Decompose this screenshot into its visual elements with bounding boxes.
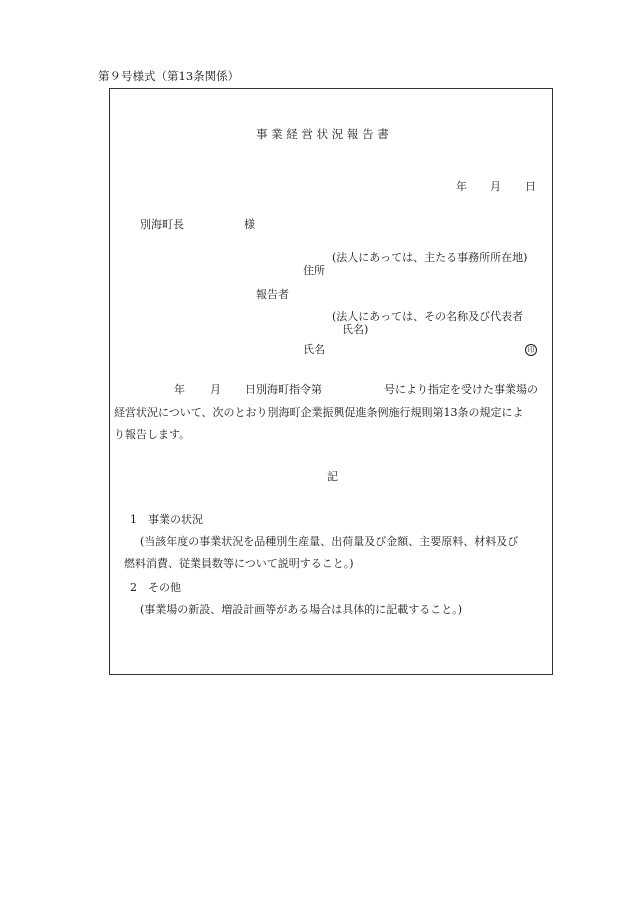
- ki-heading: 記: [327, 470, 338, 483]
- item-1-note-line2: 燃料消費、従業員数等について説明すること。): [124, 557, 354, 570]
- seal-mark: 印: [525, 344, 537, 356]
- item-1-note-line1: (当該年度の事業状況を品種別生産量、出荷量及び金額、主要原料、材料及び: [140, 535, 519, 548]
- body-line-2: 経営状況について、次のとおり別海町企業振興促進条例施行規則第13条の規定によ: [114, 406, 524, 419]
- body-year: 年: [174, 383, 185, 396]
- reporter-label: 報告者: [256, 288, 289, 301]
- address-label: 住所: [303, 264, 325, 277]
- date-day-label: 日: [525, 180, 536, 193]
- body-line-3: り報告します。: [114, 428, 191, 441]
- date-month-label: 月: [490, 180, 501, 193]
- item-2-heading: 2 その他: [130, 581, 181, 594]
- addressee-name: 別海町長: [140, 218, 184, 231]
- addressee-honorific: 様: [244, 218, 255, 231]
- address-note: (法人にあっては、主たる事務所所在地): [332, 251, 528, 264]
- form-number-label: 第９号様式（第13条関係）: [98, 69, 240, 83]
- body-month: 月: [210, 383, 221, 396]
- date-year-label: 年: [456, 180, 467, 193]
- name-note-line1: (法人にあっては、その名称及び代表者: [332, 310, 524, 323]
- body-directive-rest: 号により指定を受けた事業場の: [384, 383, 538, 396]
- name-label: 氏名: [303, 343, 325, 356]
- item-2-note-line1: (事業場の新設、増設計画等がある場合は具体的に記載すること。): [140, 603, 463, 616]
- document-title: 事 業 経 営 状 況 報 告 書: [256, 127, 389, 141]
- item-1-heading: 1 事業の状況: [130, 513, 203, 526]
- body-directive-text: 日別海町指令第: [245, 383, 322, 396]
- name-note-line2: 氏名): [342, 323, 369, 336]
